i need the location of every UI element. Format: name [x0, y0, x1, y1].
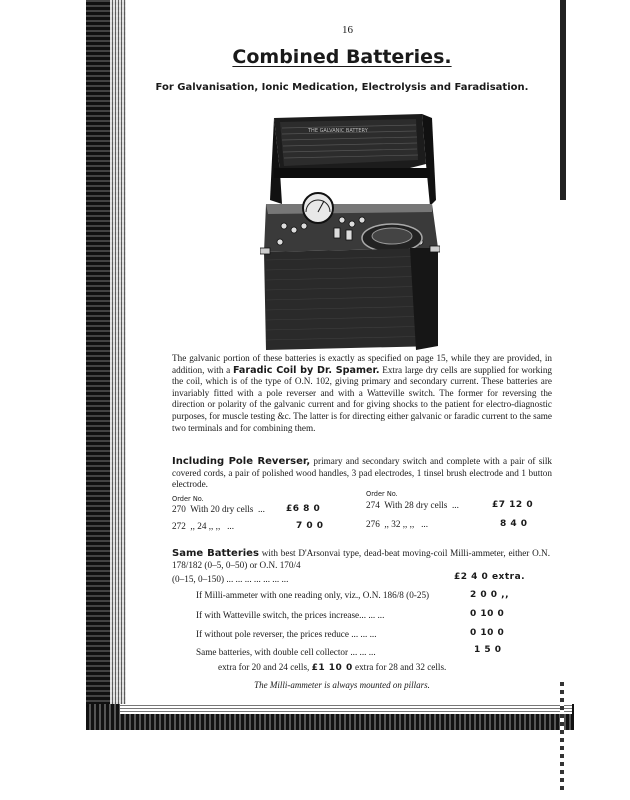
extra-price-no-pole-reverser: 0 10 0 [470, 628, 505, 638]
order-dots: ... [227, 521, 235, 531]
milli-ammeter-dial [303, 193, 333, 223]
footer-note: The Milli-ammeter is always mounted on pillars. [254, 680, 430, 690]
same-batteries-text: with best D'Arsonvai type, dead-beat moving-coil Milli-ammeter, either O.N. 178/182 (0–5, 0–50) or O.N. 170/4 [172, 548, 550, 570]
extra-item-one-reading: If Milli-ammeter with one reading only, viz., O.N. 186/8 (0-25) [196, 590, 430, 600]
intro-text-part1: The galvanic portion of these batteries is exactly as specified on page 15, while they are provided, in addition, with a [172, 353, 552, 375]
scan-left-inner-border [110, 0, 126, 712]
double-collector-extra-line: extra for 20 and 24 cells, £1 10 0 extra for 28 and 32 cells. [218, 662, 447, 673]
order-row-270 [172, 504, 265, 514]
catalogue-page [132, 18, 552, 702]
order-dots: ... [257, 504, 265, 514]
intro-text-part2: Extra large dry cells are supplied for working the coil, which is of the type of O.N. 102, giving primary and secondary current. These batteries are invariably fitted with a pole reverser and with a Watteville switch. The former for reversing the direction or polarity of the galvanic current and for giving shocks to the patient for electro-diagnostic purposes, for muscle testing &c. The latter is for directing either galvanic or faradic current to the same two terminals and for combining them. [172, 364, 553, 433]
extra-price-double-collector: 1 5 0 [474, 645, 502, 655]
extra-price-one-reading: 2 0 0 ,, [470, 590, 510, 600]
pole-reverser-paragraph [172, 456, 552, 491]
order-row-274 [366, 500, 459, 510]
order-price-276: 8 4 0 [500, 519, 528, 529]
extra-item-double-collector: Same batteries, with double cell collector ... ... ... [196, 647, 376, 657]
faradic-coil-bold: Faradic Coil by Dr. Spamer. [232, 364, 380, 376]
extra-item-no-pole-reverser: If without pole reverser, the prices reduce ... ... ... [196, 629, 377, 639]
page-title: Combined Batteries. [232, 46, 452, 68]
same-batteries-line2: (0–15, 0–150) ... ... ... ... ... ... ... [172, 574, 289, 584]
order-price-274: £7 12 0 [492, 500, 534, 510]
extra-price-watteville: 0 10 0 [470, 609, 505, 619]
order-no-label-left: Order No. [172, 495, 204, 503]
intro-paragraph [172, 353, 552, 434]
scan-right-edge [560, 0, 566, 200]
pole-reverser-bold: Including Pole Reverser, [172, 456, 311, 467]
order-desc: With 20 dry cells [190, 504, 254, 514]
extra-item-watteville: If with Watteville switch, the prices increase... ... ... [196, 610, 385, 620]
order-number: 276 [366, 519, 380, 529]
page-number: 16 [342, 24, 353, 36]
scan-right-edge-lower [560, 680, 564, 790]
order-no-label-right: Order No. [366, 490, 398, 498]
pole-reverser-text: primary and secondary switch and complete with a pair of silk covered cords, a pair of polished wood handles, 3 pad electrodes, 1 tinsel brush electrode and 1 button electrode. [172, 456, 553, 490]
order-row-272 [172, 521, 234, 531]
order-row-276 [366, 519, 428, 529]
same-batteries-extra-price: £2 4 0 extra. [454, 572, 526, 582]
order-number: 272 [172, 521, 186, 531]
order-number: 274 [366, 500, 380, 510]
order-desc: ,, 32 ,, ,, [384, 519, 415, 529]
page-subtitle: For Galvanisation, Ionic Medication, Electrolysis and Faradisation. [155, 82, 529, 93]
order-desc: ,, 24 ,, ,, [190, 521, 221, 531]
same-batteries-bold: Same Batteries [172, 548, 259, 559]
lid-label: THE GALVANIC BATTERY [308, 128, 368, 134]
order-desc: With 28 dry cells [384, 500, 448, 510]
same-batteries-paragraph [172, 548, 550, 571]
order-dots: ... [421, 519, 429, 529]
order-dots: ... [451, 500, 459, 510]
order-price-272: 7 0 0 [296, 521, 324, 531]
battery-illustration [260, 108, 440, 360]
scan-bottom-inner-border [120, 704, 572, 714]
order-number: 270 [172, 504, 186, 514]
order-price-270: £6 8 0 [286, 504, 321, 514]
